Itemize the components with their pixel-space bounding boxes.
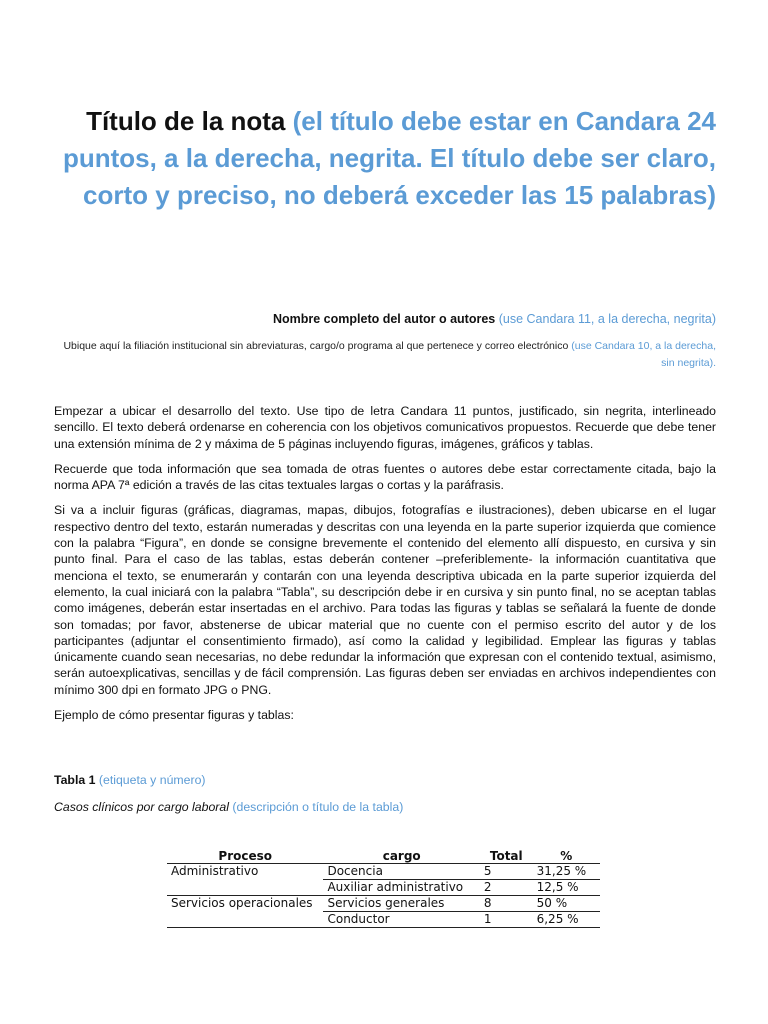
table-cell-proceso: Administrativo (171, 864, 259, 878)
table-cell-percent: 31,25 % (533, 864, 600, 880)
table-cell-cargo: Auxiliar administrativo (323, 880, 479, 896)
table-caption (54, 800, 403, 814)
table-label (54, 773, 206, 787)
table-cell-cargo: Servicios generales (323, 896, 479, 912)
table-label-instructions: (etiqueta y número) (98, 773, 206, 787)
table-caption-text: Casos clínicos por cargo laboral (54, 800, 229, 814)
author-instructions: (use Candara 11, a la derecha, negrita) (498, 312, 716, 326)
table-header-cargo: cargo (323, 849, 479, 864)
affiliation-line (54, 338, 716, 372)
body-paragraph: Empezar a ubicar el desarrollo del texto. Use tipo de letra Candara 11 puntos, justificado, sin negrita, interlineado sencillo. El texto deberá ordenarse en coherencia con los objetivos comunicativos propuestos. Recuerde que debe tener una extensión mínima de 2 y máxima de 5 páginas incluyendo figuras, imágenes, gráficos y tablas. (54, 404, 716, 451)
affiliation-text: Ubique aquí la filiación institucional sin abreviaturas, cargo/o programa al que pertenece y correo electrónico (63, 340, 569, 352)
note-title (54, 103, 716, 214)
table-header-proceso: Proceso (167, 849, 323, 864)
body-paragraph: Ejemplo de cómo presentar figuras y tablas: (54, 708, 294, 723)
author-name: Nombre completo del autor o autores (272, 312, 496, 326)
table-header-total: Total (480, 849, 533, 864)
body-paragraph: Si va a incluir figuras (gráficas, diagramas, mapas, dibujos, fotografías e ilustraciones), deben ubicarse en el lugar respectivo dentro del texto, estarán numeradas y descritas con una leyenda en la parte superior izquierda que comience con la palabra “Figura”, en donde se consigne brevemente el contenido del elemento allí dispuesto, en cursiva y sin punto final. Para el caso de las tablas, estas deberán contener –preferiblemente- la información cuantitativa que menciona el texto, se enumerarán y contarán con una leyenda descriptiva ubicada en la parte superior izquierda del elemento, la cual iniciará con la palabra “Tabla”, su descripción debe ir en cursiva y sin punto final, no se aceptan tablas como imágenes, deberán estar insertadas en el archivo. Para todas las figuras y tablas se señalará la fuente de donde son tomadas; por favor, abstenerse de ubicar material que no cuente con el permiso escrito del autor y de los participantes (adjuntar el consentimiento firmado), así como la calidad y legibilidad. Emplear las figuras y tablas únicamente cuando sean necesarias, no debe redundar la información que expresan con el contenido textual, asimismo, serán autoexplicativas, sencillas y de fácil comprensión. Las figuras deben ser enviadas en archivos independientes con mínimo 300 dpi en formato JPG o PNG. (54, 503, 716, 697)
author-line (54, 312, 716, 326)
table-cell-proceso (167, 880, 323, 896)
table-label-text: Tabla 1 (54, 773, 96, 787)
table-cell-cargo: Conductor (323, 912, 479, 928)
table-row (167, 896, 600, 912)
body-paragraph: Recuerde que toda información que sea tomada de otras fuentes o autores debe estar correctamente citada, bajo la norma APA 7ª edición a través de las citas textuales largas o cortas y la paráfrasis. (54, 461, 716, 493)
table-cell-total: 5 (480, 864, 533, 880)
table-row (167, 912, 600, 928)
title-text: Título de la nota (86, 106, 286, 136)
table-row (167, 864, 600, 880)
table-cell-cargo: Docencia (323, 864, 479, 880)
table-cell-total: 2 (480, 880, 533, 896)
title-instructions: (el título debe estar en Candara 24 puntos, a la derecha, negrita. El título debe ser claro, corto y preciso, no deberá exceder las 15 palabras) (62, 106, 716, 210)
table-cell-total: 1 (480, 912, 533, 928)
table-cell-percent: 6,25 % (533, 912, 600, 928)
table-cell-total: 8 (480, 896, 533, 912)
table-cell-proceso: Servicios operacionales (171, 896, 313, 910)
table-caption-instructions: (descripción o título de la tabla) (232, 800, 404, 814)
affiliation-instructions: (use Candara 10, a la derecha, sin negrita). (571, 340, 716, 369)
table-row (167, 880, 600, 896)
body-text (54, 403, 716, 723)
table-cell-proceso (167, 912, 323, 928)
table-cell-percent: 12,5 % (533, 880, 600, 896)
table-header-percent: % (533, 849, 600, 864)
cases-table (167, 849, 600, 928)
table-cell-percent: 50 % (533, 896, 600, 912)
